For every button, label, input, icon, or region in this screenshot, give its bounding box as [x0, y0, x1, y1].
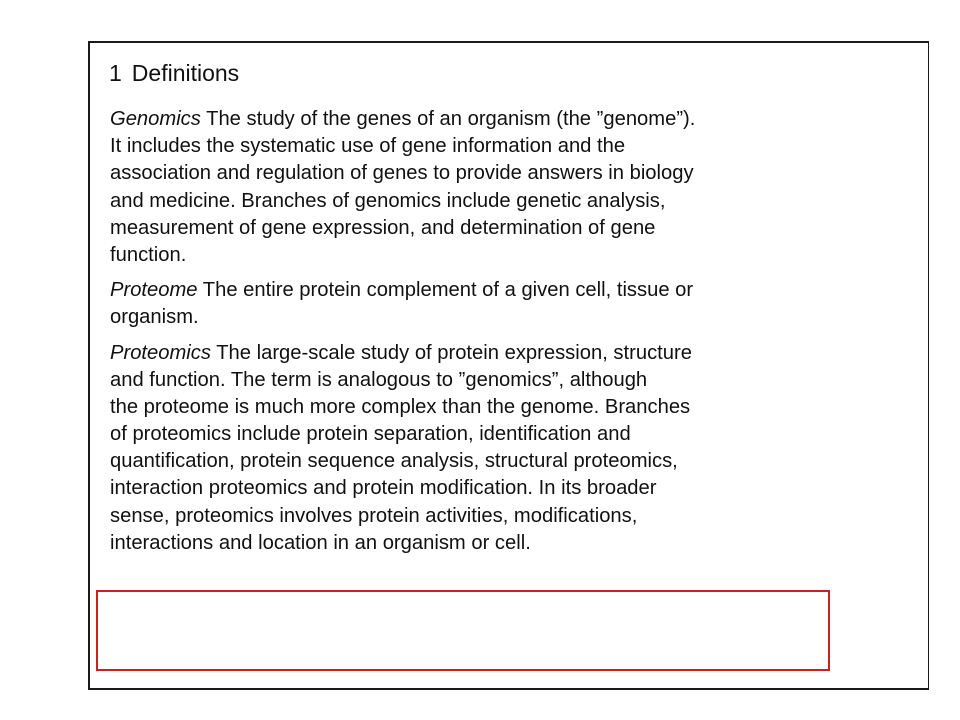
definition-line: and medicine. Branches of genomics include genetic analysis,	[110, 189, 666, 212]
definitions-text	[110, 106, 900, 557]
definition-line: interaction proteomics and protein modification. In its broader	[110, 477, 657, 500]
section-title: Definitions	[131, 60, 240, 86]
definition-line: of proteomics include protein separation, identification and	[110, 423, 631, 446]
definition-line: Genomics The study of the genes of an organism (the ”genome”).	[110, 108, 696, 130]
section-heading	[109, 58, 239, 88]
highlighted-line: sense, proteomics involves protein activities, modifications,	[110, 504, 638, 527]
definition-line: quantification, protein sequence analysis, structural proteomics,	[110, 450, 678, 473]
term-proteomics: Proteomics	[110, 341, 211, 364]
highlighted-line: interactions and location in an organism or cell.	[110, 531, 531, 554]
definition-line: Proteomics The large-scale study of protein expression, structure	[110, 341, 692, 364]
definition-line: organism.	[110, 306, 199, 329]
definition-line: function.	[110, 243, 187, 266]
section-number: 1	[109, 60, 122, 86]
definition-line: Proteome The entire protein complement of a given cell, tissue or	[110, 279, 694, 302]
definition-line: and function. The term is analogous to ”genomics”, although	[110, 368, 648, 391]
definition-line: It includes the systematic use of gene information and the	[110, 135, 626, 158]
term-proteome: Proteome	[110, 279, 198, 302]
highlight-box	[96, 590, 830, 671]
term-genomics: Genomics	[110, 108, 201, 130]
definition-line: the proteome is much more complex than the genome. Branches	[110, 395, 691, 418]
definition-line: measurement of gene expression, and determination of gene	[110, 216, 656, 239]
definition-line: association and regulation of genes to provide answers in biology	[110, 162, 694, 185]
